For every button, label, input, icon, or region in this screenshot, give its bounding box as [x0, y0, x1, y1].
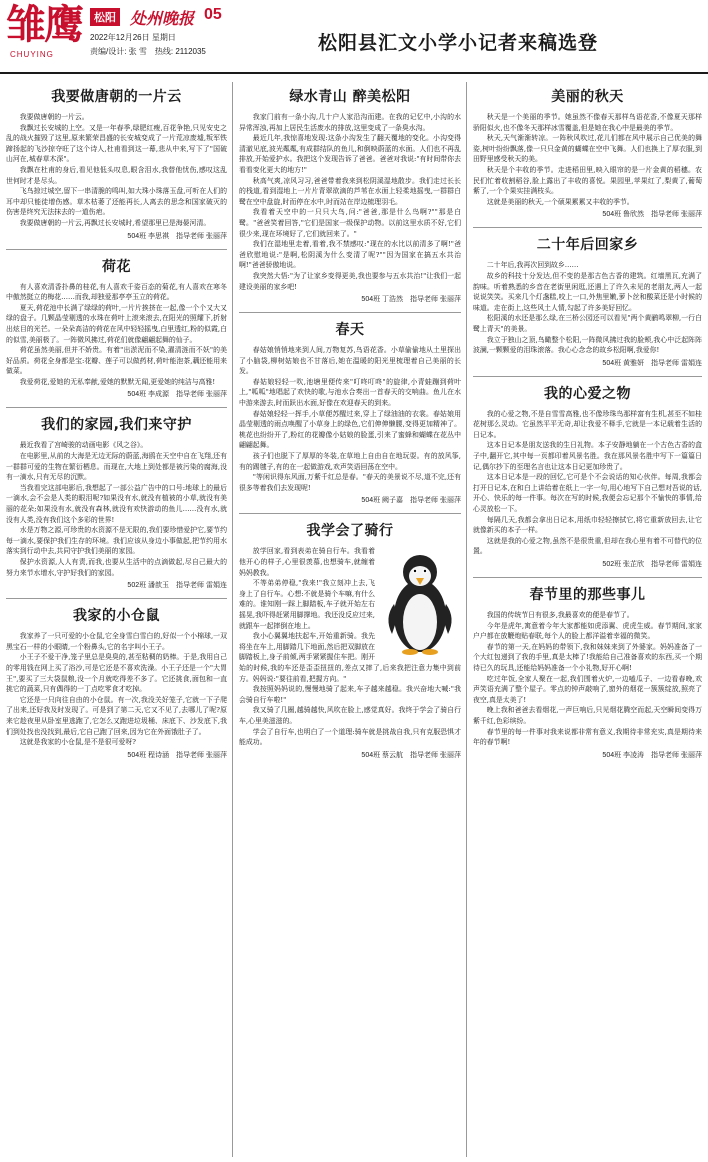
- article-paragraph: 我们在湿地里走着,看着,我不禁感叹:"现在的水比以前清多了啊!"爸爸欣慰地说:"是啊,松阴溪为什么变清了呢?""因为国家在搞五水共治啊!"爸爸骄傲地说。: [239, 240, 461, 270]
- article-paragraph: 我要做唐朝的一片云。: [19, 113, 89, 121]
- masthead: [0, 0, 708, 70]
- article-paragraph: 吃过年饭,全家人聚在一起,我们围着火炉,一边嗑瓜子、一边看春晚,欢声笑语充满了整个屋子。零点的钟声敲响了,窗外的烟花一簇簇绽放,照亮了夜空,真是太美了!: [473, 674, 702, 704]
- article-byline: 504班 李凌涛 指导老师 张丽萍: [602, 751, 702, 759]
- article-paragraph: 松阳溪的水还是那么绿,在三桥公园还可以看见"两个黄鹂鸣翠柳,一行白鹭上青天"的美景。: [473, 314, 702, 333]
- article-paragraph: 我小心翼翼地扶起车,开始重新骑。我先将坐在车上,用脚踏几下地面,然后把双脚放在脚踏板上,身子前倾,两手紧紧握住车把。刚开始的时候,我的车还是歪歪扭扭的,差点又摔了,后来我把注意力集中到前方。妈妈说:"要往前看,把握方向。": [239, 632, 461, 683]
- article-byline: 504班 李思祺 指导老师 张丽萍: [127, 232, 227, 240]
- article-title: 春天: [335, 322, 365, 339]
- column-divider: [232, 82, 233, 1157]
- article: [239, 520, 461, 759]
- article-paragraph: 我飘过长安城的上空。又是一年春季,绿肥红瘦,百花争艳,只见安史之乱的战火摧毁了这里,原来繁荣昌盛的长安城变成了一片荒凉废墟,叛军铁蹄扬起的飞沙掠夺旺了这个诗人,杜甫看到这一幕,悲从中来,写下了"国破山河在,城春草木深"。: [6, 123, 227, 164]
- article-byline: 502班 张芷欣 指导老师 雷娟连: [602, 561, 702, 568]
- article-paragraph: 最近几年,我惊喜地发现:这条小沟发生了翻天覆地的变化。小沟变得清澈见底,波光粼粼,有成群结队的鱼儿,和倒映蔚蓝的水面。人们也不再乱排放,开始爱护水。我把这个发现告诉了爸爸。爸爸对我说:"有时间带你去看看变化更大的地方!": [239, 134, 461, 174]
- article-paragraph: 晚上我和爸爸去看烟花,一声巨响后,只见烟花腾空而起,天空瞬间变得万紫千红,色彩缤纷。: [473, 706, 702, 725]
- article-paragraph: 每隔几天,我都会拿出日记本,用纸巾轻轻擦拭它,将它重新放回去,让它就像新买的本子一样。: [473, 515, 702, 535]
- article-paragraph: 春节的第一天,在妈妈的带领下,我和妹妹来到了外婆家。妈妈准备了一个大红包递到了我的手里,真是太棒了!我能给自己准备喜欢的东西,买一个期待已久的玩具,还能给妈妈准备一个小礼物,好开心啊!: [473, 642, 702, 672]
- article-paragraph: 我又骑了几圈,越骑越快,风吹在脸上,感觉真好。我终于学会了骑自行车,心里美滋滋的。: [239, 706, 461, 725]
- article-paragraph: 秋天,天气渐渐转凉。一阵秋风吹过,花儿们都在风中展示自己优美的舞姿,树叶纷纷飘落,像一只只金黄的蝴蝶在空中飞舞。人们也换上了厚衣服,到田野里感受秋天的美。: [473, 134, 702, 164]
- masthead-logo: 雏鹰: [6, 1, 82, 48]
- article: [473, 234, 702, 367]
- article-paragraph: 保护水资源,人人有责,而我,也要从生活中的点滴做起,尽自己最大的努力来节水增水,守护好我们的家园。: [6, 558, 227, 577]
- article-separator: [473, 577, 702, 578]
- article-byline: 504班 蔡云航 指导老师 张丽萍: [361, 751, 461, 759]
- article-separator: [473, 227, 702, 228]
- article: [473, 584, 702, 760]
- column-divider: [466, 82, 467, 1157]
- editor-credit: 责编/设计: 张 雪 热线: 2112035: [90, 47, 206, 56]
- article-paragraph: 荷花虽然美丽,但并不娇贵。有着"出淤泥而不染,濯清涟而不妖"的美好品质。荷花全身都是宝:花瓣、莲子可以做药材,荷叶能泡茶,藕还能用来做菜。: [6, 346, 227, 376]
- column-middle: [239, 82, 461, 768]
- column-left: [6, 82, 227, 768]
- paper-name: 处州晚报: [130, 9, 195, 28]
- article-title: 我们的家园,我们来守护: [41, 417, 192, 434]
- article-paragraph: 春姑娘轻轻一挥手,小草便苏醒过来,穿上了绿油油的衣裳。春姑娘用晶莹剔透的雨点唤醒了小草身上的绿色,它们伸伸懒腰,变得更加精神了。桃花也纷纷开了,粉红的花瓣像小姑娘的脸蛋,引来了蜜蜂和蝴蝶在花丛中翩翩起舞。: [239, 409, 461, 450]
- article-title: 我学会了骑行: [306, 523, 394, 540]
- article-byline: 504班 鲁欣然 指导老师 张丽萍: [602, 211, 702, 219]
- article-paragraph: 学会了自行车,也明白了一个道理:骑车就是挑战自我,只有克服恐惧才能成功。: [239, 727, 461, 747]
- article-paragraph: 这就是我的心爱之物,虽然不是很贵重,但却在我心里有着不可替代的位置。: [473, 536, 702, 556]
- article-paragraph: "等闲识得东风面,万紫千红总是春。"春天的美景说不尽,道不完,还有很多等着我们去发现呢!: [239, 473, 461, 492]
- article-paragraph: 不等弟弟停稳,"我来!"我立刻冲上去,飞身上了自行车。心想:不就是骑个车嘛,有什么难的。谁知刚一踩上脚踏板,车子就开始左右摇晃,我吓得赶紧用脚撑地。我还没反应过来,就跟车一起摔倒在地上。: [239, 579, 375, 630]
- article-paragraph: 我飘在杜甫的身后,看见他低头叹息,眼含泪水,我替他忧伤,感叹这乱世何时才是尽头。: [6, 165, 227, 185]
- article-byline: 504班 丁浩然 指导老师 张丽萍: [361, 296, 461, 304]
- article-separator: [239, 312, 461, 313]
- region-tag: 松阳: [90, 8, 120, 26]
- article-paragraph: 这就是我家的小仓鼠,是不是很可爱呀?: [19, 738, 136, 747]
- penguin-illustration: [379, 546, 461, 656]
- article: [473, 86, 702, 219]
- article: [6, 256, 227, 400]
- article-title: 二十年后回家乡: [536, 237, 639, 254]
- article-paragraph: 秋天是一个美丽的季节。她虽然不像春天那样鸟语花香,不像夏天那样骄阳似火,也不像冬天那样冰雪覆盖,但是她在我心中是最美的季节。: [473, 113, 702, 132]
- article-title: 我要做唐朝的一片云: [51, 89, 182, 105]
- article-title: 春节里的那些事儿: [529, 587, 646, 603]
- article-paragraph: 春节里的每一件事对我来说都非常有意义,我期待非常充实,真是期待来年的春节啊!: [473, 727, 702, 747]
- article-title: 我家的小仓鼠: [73, 608, 160, 625]
- article-paragraph: 我按照妈妈说的,慢慢地骑了起来,车子越来越稳。我兴奋地大喊:"我会骑自行车啦!": [239, 685, 461, 704]
- article-paragraph: 水是万物之源,可珍贵的水资源不是无限的,我们要珍惜爱护它,要节约每一滴水,要保护我们生存的环境。我们应该从身边小事做起,把节约用水落实到行动中去,共同守护我们美丽的家园。: [6, 526, 227, 556]
- article-byline: 504班 程诗涵 指导老师 张丽萍: [127, 751, 227, 759]
- article: [6, 86, 227, 241]
- article-paragraph: 我家门前有一条小沟,几十户人家沿沟而建。在我的记忆中,小沟的水异常浑浊,再加上居民生活废水的排放,这里变成了一条臭水沟。: [239, 113, 461, 132]
- article-paragraph: 我要做唐朝的一片云,再飘过长安城时,希望那里已是海晏河清。: [19, 218, 211, 227]
- article: [239, 86, 461, 304]
- article-paragraph: 春姑娘轻轻一吹,池塘里便传来"叮咚叮咚"的旋律,小青蛙蹦到荷叶上,"呱呱"地唱起了欢快的歌,与池水合奏出一首春天的交响曲。鱼儿在水中游来游去,时而跃出水面,好像在欢迎春天的到来。: [239, 377, 461, 408]
- article-title: 美丽的秋天: [551, 89, 624, 105]
- article-paragraph: 我爱荷花,爱她的无私奉献,爱她的默默无闻,更爱她的纯洁与高雅!: [19, 377, 216, 386]
- article-paragraph: 当我看完这部电影后,我想起了一部公益广告中的口号:地球上的最后一滴水,会不会是人类的眼泪呢?如果没有水,就没有植被的小草,就没有美丽的花朵;如果没有水,就没有森林,就没有欢快游动的鱼儿……没有水,就没有人类,没有我们这个多彩的世界!: [6, 483, 227, 524]
- article-title: 我的心爱之物: [544, 385, 631, 402]
- article-paragraph: 我国的传统节日有很多,我最喜欢的便是春节了。: [486, 611, 634, 619]
- article-separator: [473, 376, 702, 377]
- page-number: 05: [204, 6, 222, 23]
- article-separator: [6, 249, 227, 250]
- article: [6, 605, 227, 760]
- article-paragraph: 有人喜欢清香扑鼻的桂花,有人喜欢千姿百态的菊花,有人喜欢在寒冬中傲然挺立的梅花……而我,却独爱那亭亭玉立的荷花。: [6, 282, 227, 302]
- article-paragraph: 我看着天空中的一只只大鸟,问:"爸爸,那是什么鸟啊?""那是白鹭。"爸爸笑着回答,"它们是国家一级保护动物。以前这里水质不好,它们很少来,现在环境好了,它们就回来了。": [239, 208, 461, 238]
- article-paragraph: 秋天是个丰收的季节。走进稻田里,映入眼帘的是一片金黄的稻穗。农民们忙着收割稻谷,脸上露出了丰收的喜悦。果园里,苹果红了,梨黄了,葡萄紫了,一个个果实挂满枝头。: [473, 165, 702, 196]
- article-title: 荷花: [102, 258, 131, 275]
- article-paragraph: 故乡的科技十分发达,但不变的是那古色古香的建筑。红墙黑瓦,充满了韵味。听着熟悉的乡音在老街里闲逛,还遇上了许久未见的老朋友,两人一起说说笑笑。买来几个灯盏糕,咬上一口,外焦里嫩,萝卜丝和酸菜还是小时候的味道。走在街上,这些风土人情,勾起了许多美好回忆。: [473, 271, 702, 312]
- article: [6, 414, 227, 590]
- article-title: 绿水青山 醉美松阳: [289, 89, 411, 105]
- masthead-rule: [0, 72, 708, 74]
- article-paragraph: 我立于独山之顶,鸟瞰整个松阳,一阵微风拂过我的脸颊,我心中泛起阵阵波澜,一颗颗爱的泪珠滚落。我心心念念的故乡松阳啊,我爱你!: [473, 335, 702, 355]
- article: [473, 383, 702, 569]
- article-byline: 504班 黄雅妍 指导老师 雷娟连: [602, 359, 702, 367]
- article-paragraph: 二十年后,我再次回到故乡……: [486, 261, 579, 270]
- article-paragraph: 夏天,荷花池中长满了绿绿的荷叶,一片片挨挤在一起,像一个个又大又绿的盘子。几颗晶莹剔透的水珠在荷叶上滚来滚去,在阳光的照耀下,折射出炫目的光芒。一朵朵高洁的荷花在风中轻轻摇曳,白里透红,粉的似霞,白的似雪,美丽极了。一阵微风拂过,荷花们就像翩翩起舞的仙子。: [6, 303, 227, 344]
- article-paragraph: 我突然大悟:"为了让家乡变得更美,我也要参与五水共治!"让我们一起建设美丽的家乡吧!: [239, 271, 461, 291]
- article-separator: [6, 598, 227, 599]
- article-paragraph: 春姑娘悄悄地来到人间,万物复苏,鸟语花香。小草偷偷地从土里探出了小脑袋,柳树姑娘也不甘落后,她在温暖的阳光里梳理着自己美丽的长发。: [239, 346, 461, 376]
- article-paragraph: 我的心爱之物,不是自雪雪高雅,也不像珍珠鸟那样富有生机,甚至不如桂花树那么灵动。它虽然平平无奇,却让我爱不释手,它就是一本记载着生活的日记本。: [473, 409, 702, 439]
- article-paragraph: 在电影里,从前的大海是无边无际的蔚蓝,海鸥在天空中自在飞翔,还有一群群可爱的生物在繁衍栖息。而现在,大地上到处都是被污染的腐海,没有一滴水,只有无尽的沉默。: [6, 452, 227, 482]
- article-separator: [6, 407, 227, 408]
- article-byline: 502班 潘歆玉 指导老师 雷娟连: [127, 582, 227, 590]
- article-paragraph: 这本日记本是朋友送我的生日礼物。本子安静地躺在一个古色古香的盒子中,翻开它,其中每一页都印着风景名胜。我在那风景名胜中写下一篇篇日记,偶尔抄下的至理名言也让这本日记更加珍贵了。: [473, 441, 702, 471]
- article-byline: 504班 李成源 指导老师 张丽萍: [127, 391, 227, 399]
- article-paragraph: 小王子不爱干净,笼子里总是臭臭的,甚至粘稠的奶棒。于是,我用自己的零用钱在网上买了浴沙,可是它还是不喜欢洗澡。小王子还是一个"大胃王",要买了三大袋鼠粮,没一个月就吃得差不多了。它还挑食,面包和一直挑它的蔬菜,只有偶得的一丁点吃零食才吃掉。: [6, 653, 227, 694]
- article-paragraph: 秋高气爽,凉风习习,爸爸带着我来到松阴溪湿地散步。我们走过长长的栈道,看到湿地上一片片青翠欲滴的芦苇在水面上轻柔地摇曳,一群群白鹭在空中盘旋,时而停在水中,时而站在岸边梳理羽毛。: [239, 176, 461, 206]
- article-paragraph: 今年是虎年,寓意着今年大家都能如虎添翼、虎虎生威。春节期间,家家户户都在放鞭炮贴春联,每个人的脸上都洋溢着幸福的微笑。: [473, 621, 702, 641]
- article-paragraph: 这就是美丽的秋天,一个硕果累累又丰收的季节。: [486, 197, 634, 206]
- masthead-logo-sub: CHUYING: [10, 50, 54, 59]
- article-paragraph: 最近我看了宫崎骏的动画电影《风之谷》。: [19, 441, 148, 450]
- article-paragraph: 这本日记本是一段的回忆,它可是个不会说话的知心伙伴。每周,我都会打开日记本,在和白上讲给着在纸上一字一句,用心地写下自己想对吾说的话,开心、快乐的每一件事。每次在写的时候,我便会忘记那个不愉快的事情,给心灵放松一下。: [473, 473, 702, 514]
- article-separator: [239, 513, 461, 514]
- article-paragraph: 它还是一只向往自由的小仓鼠。有一次,我没关好笼子,它就一下子爬了出来,还好我及时发现了。可是到了第二天,它又不见了,去哪儿了呢?原来它趁夜里从卧室里逃跑了,它怎么又跑进垃圾桶、床底下、沙发底下,我们到处找也没找到,最后,它自己跑了回来,因为它在外面饿肚子了。: [6, 695, 227, 736]
- article-byline: 504班 阙子嘉 指导老师 张丽萍: [361, 497, 461, 505]
- page-banner: 松阳县汇文小学小记者来稿选登: [318, 33, 599, 54]
- article: [239, 319, 461, 505]
- article-paragraph: 我家养了一只可爱的小仓鼠,它全身雪白雪白的,好似一个小棉球,一双黑宝石一样的小眼睛,一个粉鼻头,它的名字叫小王子。: [6, 632, 227, 651]
- article-paragraph: 孩子们也脱下了厚厚的冬装,在草地上自由自在地玩耍。有的放风筝,有的踢毽子,有的在一起做游戏,欢声笑语回荡在空中。: [239, 452, 461, 471]
- issue-date: 2022年12月26日 星期日: [90, 33, 176, 42]
- column-right: [473, 82, 702, 768]
- article-paragraph: 飞鸟掠过城空,留下一串清脆的鸣叫,如大珠小珠落玉盘,可听在人们的耳中却只能徒增伤感。草木枯萎了还能再长,人离去的思念和国家破灭的伤害是终究无法抹去的一道伤疤。: [6, 187, 227, 217]
- article-paragraph: 放学回家,看到表弟在骑自行车。我看着他开心的样子,心里很羡慕,也想骑车,就缠着妈妈教我。: [239, 547, 375, 577]
